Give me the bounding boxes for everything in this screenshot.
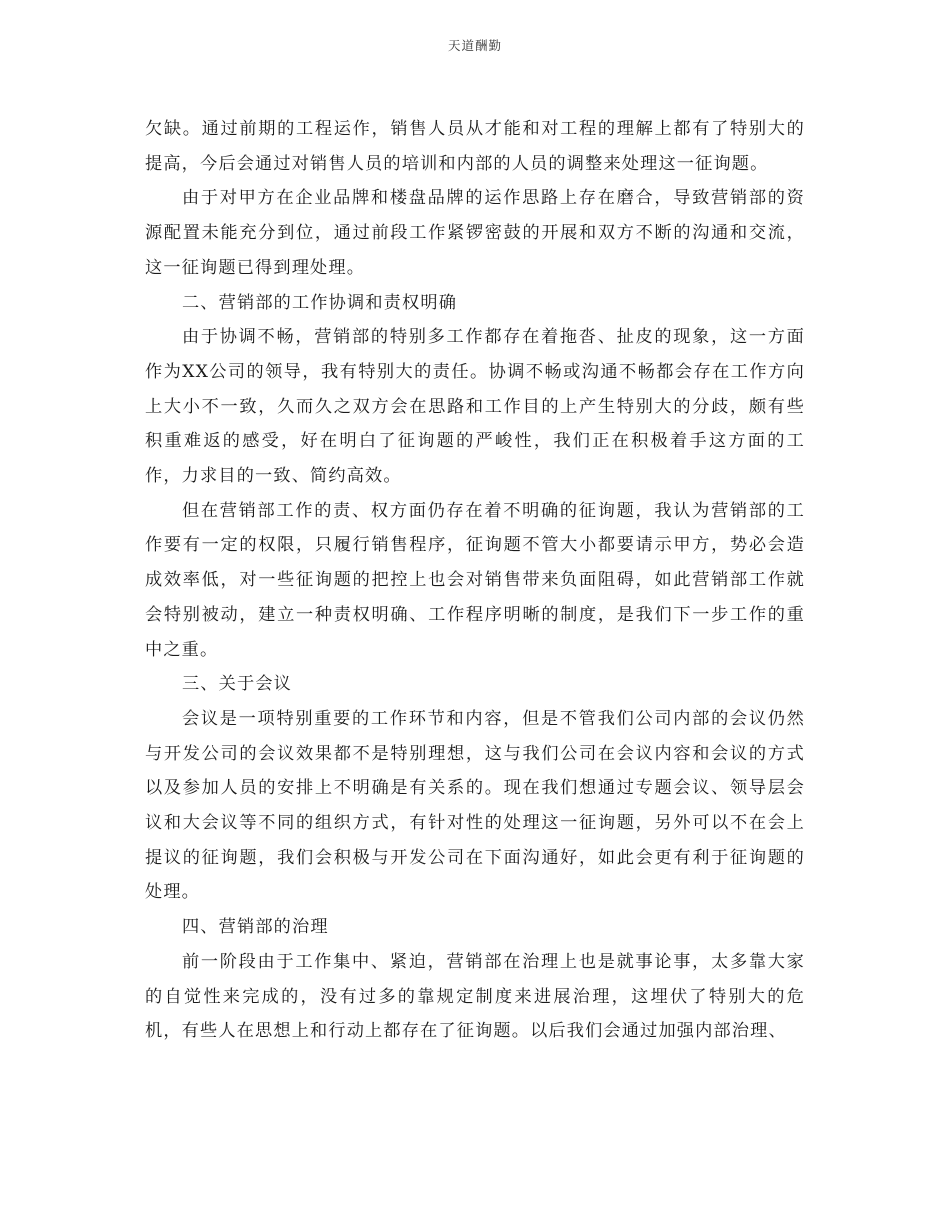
paragraph-brand-coordination: 由于对甲方在企业品牌和楼盘品牌的运作思路上存在磨合，导致营销部的资源配置未能充分到位，通过前段工作紧锣密鼓的开展和双方不断的沟通和交流，这一征询题已得到理处理。: [145, 188, 805, 278]
paragraph-management: 前一阶段由于工作集中、紧迫，营销部在治理上也是就事论事，太多靠大家的自觉性来完成的，没有过多的靠规定制度来进展治理，这埋伏了特别大的危机，有些人在思想上和行动上都存在了征询题。以后我们会通过加强内部治理、: [145, 951, 805, 1042]
paragraph-authority-issues: 但在营销部工作的责、权方面仍存在着不明确的征询题，我认为营销部的工作要有一定的权限，只履行销售程序，征询题不管大小都要请示甲方，势必会造成效率低，对一些征询题的把控上也会对销售带来负面阻碍，如此营销部工作就会特别被动，建立一种责权明确、工作程序明晰的制度，是我们下一步工作的重中之重。: [145, 500, 805, 660]
paragraph-meetings: 会议是一项特别重要的工作环节和内容，但是不管我们公司内部的会议仍然与开发公司的会议效果都不是特别理想，这与我们公司在会议内容和会议的方式以及参加人员的安排上不明确是有关系的。现在我们想通过专题会议、领导层会议和大会议等不同的组织方式，有针对性的处理这一征询题，另外可以不在会上提议的征询题，我们会积极与开发公司在下面沟通好，如此会更有利于征询题的处理。: [145, 708, 805, 903]
paragraph-continuation: 欠缺。通过前期的工程运作，销售人员从才能和对工程的理解上都有了特别大的提高，今后会通过对销售人员的培训和内部的人员的调整来处理这一征询题。: [145, 119, 805, 174]
paragraph-coordination-issues: 由于协调不畅，营销部的特别多工作都存在着拖沓、扯皮的现象，这一方面作为XX公司的领导，我有特别大的责任。协调不畅或沟通不畅都会存在工作方向上大小不一致，久而久之双方会在思路和工作目的上产生特别大的分歧，颇有些积重难返的感受，好在明白了征询题的严峻性，我们正在积极着手这方面的工作，力求目的一致、简约高效。: [145, 327, 805, 487]
section-heading-meetings: 三、关于会议: [181, 674, 292, 695]
document-body: [145, 112, 805, 1049]
section-heading-management: 四、营销部的治理: [181, 917, 329, 938]
section-heading-coordination: 二、营销部的工作协调和责权明确: [181, 292, 458, 313]
page-header: 天道酬勤: [447, 38, 502, 53]
